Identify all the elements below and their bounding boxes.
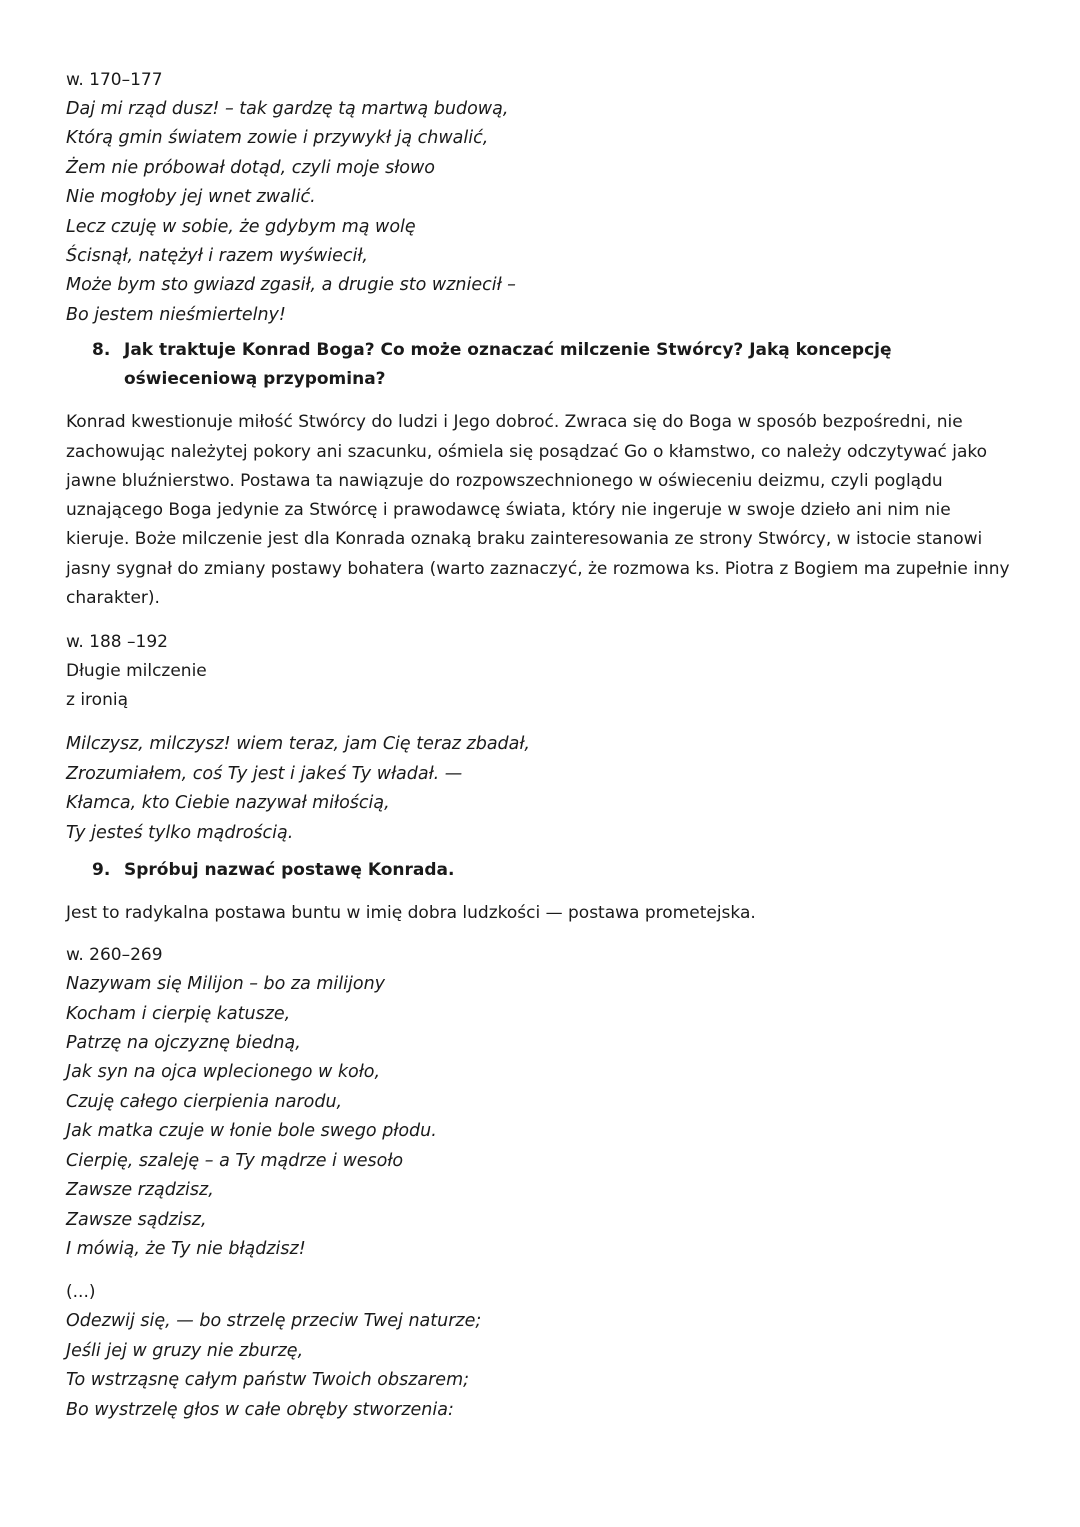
quoted-verse: [66, 730, 1016, 848]
stage-direction: Długie milczenie: [66, 661, 207, 682]
verse-reference: w. 170–177: [66, 70, 163, 90]
verse-line: Jak matka czuje w łonie bole swego płodu.: [66, 1121, 437, 1142]
answer-paragraph: Konrad kwestionuje miłość Stwórcy do ludzi i Jego dobroć. Zwraca się do Boga w sposób bezpośredni, nie zachowując należytej pokory ani szacunku, ośmiela się posądzać Go o kłamstwo, co należy odczytywać jako jawne bluźnierstwo. Postawa ta nawiązuje do rozpowszechnionego w oświeceniu deizmu, czyli poglądu uznającego Boga jedynie za Stwórcę i prawodawcę świata, który nie ingeruje w swoje dzieło ani nim nie kieruje. Boże milczenie jest dla Konrada oznaką braku zainteresowania ze strony Stwórcy, w istocie stanowi jasny sygnał do zmiany postawy bohatera (warto zaznaczyć, że rozmowa ks. Piotra z Bogiem ma zupełnie inny charakter).: [66, 412, 1010, 609]
verse-line: Odezwij się, — bo strzelę przeciw Twej naturze;: [66, 1311, 482, 1332]
verse-line: Jak syn na ojca wplecionego w koło,: [66, 1062, 381, 1083]
verse-line: Żem nie próbował dotąd, czyli moje słowo: [66, 157, 435, 178]
verse-line: Cierpię, szaleję – a Ty mądrze i wesoło: [66, 1150, 404, 1171]
verse-line: Ścisnął, natężył i razem wyświecił,: [66, 246, 368, 267]
answer-paragraph: Jest to radykalna postawa buntu w imię dobra ludzkości — postawa prometejska.: [66, 902, 756, 923]
verse-line: Kłamca, kto Ciebie nazywał miłością,: [66, 793, 390, 814]
verse-line: Patrzę na ojczyznę biedną,: [66, 1033, 301, 1054]
quoted-verse: [66, 970, 1016, 1264]
question-number: 9.: [92, 859, 111, 880]
verse-line: Jeśli jej w gruzy nie zburzę,: [66, 1340, 304, 1361]
verse-line: Bo wystrzelę głos w całe obręby stworzenia:: [66, 1399, 454, 1420]
verse-line: Ty jesteś tylko mądrością.: [66, 822, 294, 843]
verse-line: Milczysz, milczysz! wiem teraz, jam Cię teraz zbadał,: [66, 734, 530, 755]
question-text: Jak traktuje Konrad Boga? Co może oznaczać milczenie Stwórcy? Jaką koncepcję oświeceniową przypomina?: [124, 340, 892, 390]
verse-line: Zawsze sądzisz,: [66, 1209, 207, 1230]
document-page: [66, 66, 1016, 1425]
verse-line: Którą gmin światem zowie i przywykł ją chwalić,: [66, 128, 489, 149]
quoted-verse: [66, 95, 1016, 330]
verse-line: Zrozumiałem, coś Ty jest i jakeś Ty władał. —: [66, 763, 463, 784]
verse-line: Zawsze rządzisz,: [66, 1180, 214, 1201]
stage-direction: z ironią: [66, 690, 128, 711]
verse-line: Nazywam się Milijon – bo za milijony: [66, 974, 386, 995]
verse-line: Nie mogłoby jej wnet zwalić.: [66, 187, 316, 208]
verse-line: I mówią, że Ty nie błądzisz!: [66, 1238, 306, 1259]
quoted-verse: [66, 1307, 1016, 1425]
question-heading: [66, 336, 1016, 394]
verse-reference: w. 188 –192: [66, 632, 168, 653]
question-number: 8.: [92, 340, 111, 361]
question-text: Spróbuj nazwać postawę Konrada.: [124, 859, 455, 880]
verse-line: To wstrząsnę całym państw Twoich obszarem;: [66, 1370, 470, 1391]
verse-line: Daj mi rząd dusz! – tak gardzę tą martwą budową,: [66, 99, 509, 119]
verse-line: Kocham i cierpię katusze,: [66, 1003, 291, 1024]
verse-line: Może bym sto gwiazd zgasił, a drugie sto wzniecił –: [66, 275, 516, 296]
verse-line: Lecz czuję w sobie, że gdybym mą wolę: [66, 216, 416, 237]
ellipsis: (...): [66, 1282, 96, 1303]
question-heading: [66, 856, 1016, 885]
verse-line: Bo jestem nieśmiertelny!: [66, 304, 286, 325]
verse-line: Czuję całego cierpienia narodu,: [66, 1091, 343, 1112]
verse-reference: w. 260–269: [66, 945, 163, 966]
